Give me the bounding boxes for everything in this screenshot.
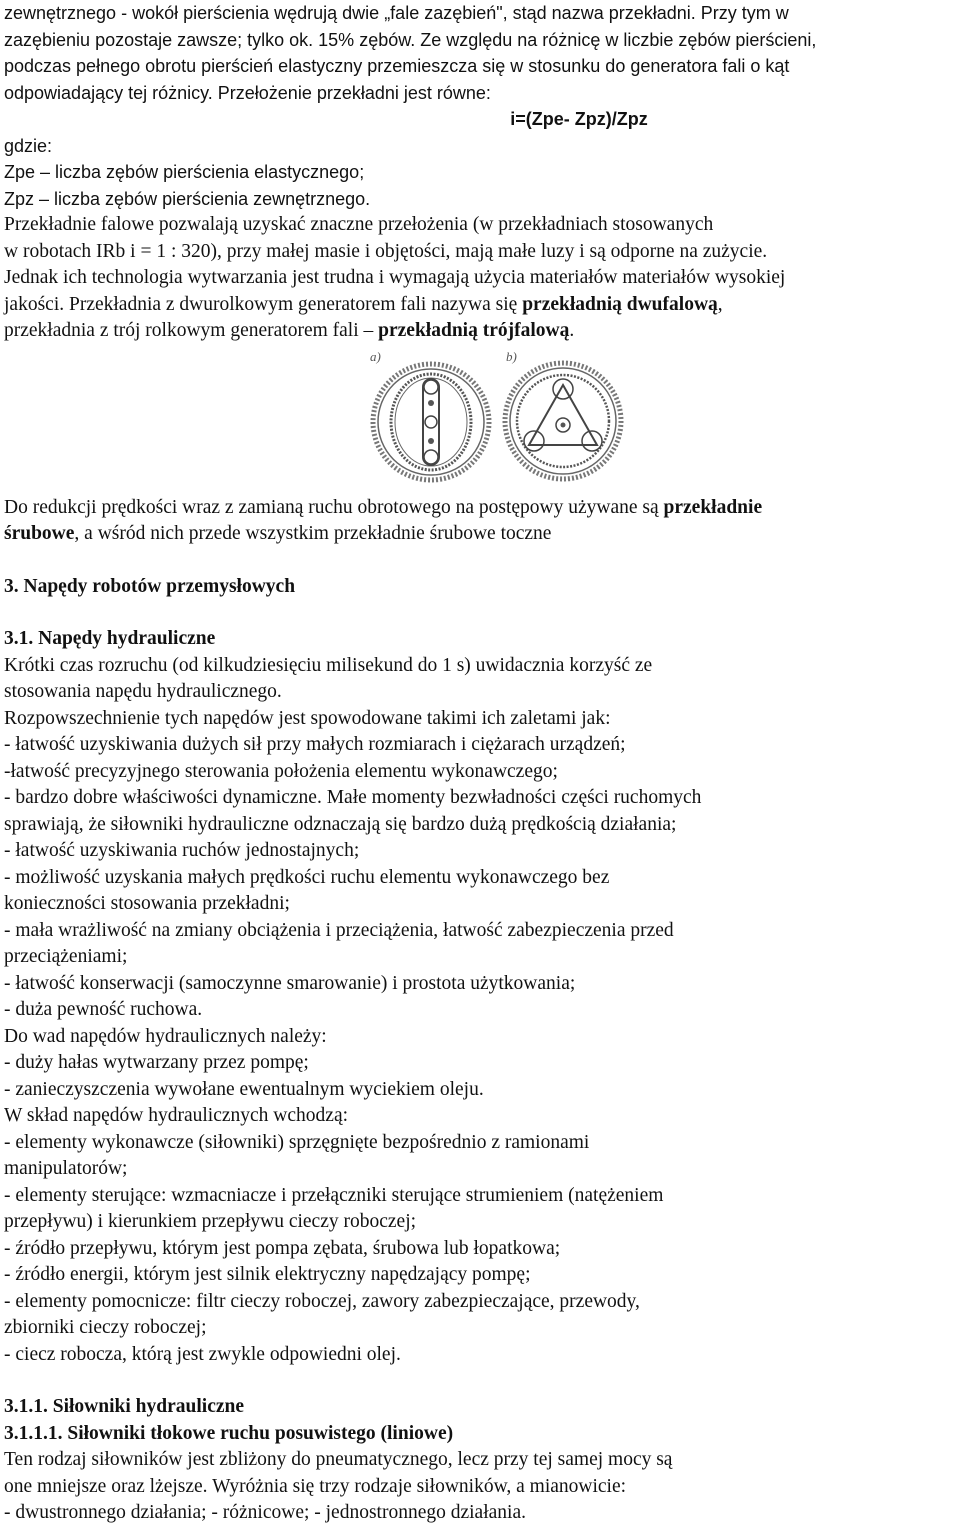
text-line: konieczności stosowania przekładni;	[4, 893, 290, 914]
figure-label-a: a)	[370, 348, 381, 364]
text-line: jakości. Przekładnia z dwurolkowym generatorem fali nazywa się przekładnią dwufalową,	[4, 293, 723, 315]
text-line: - elementy pomocnicze: filtr cieczy roboczej, zawory zabezpieczające, przewody,	[4, 1290, 640, 1312]
section-heading-3-1-1-1: 3.1.1.1. Siłowniki tłokowe ruchu posuwistego (liniowe)	[4, 1422, 454, 1444]
text-line: Do redukcji prędkości wraz z zamianą ruchu obrotowego na postępowy używane są przekładnie	[4, 496, 763, 518]
text-line: one mniejsze oraz lżejsze. Wyróżnia się trzy rodzaje siłowników, a mianowicie:	[4, 1475, 627, 1497]
text-line: zbiorniki cieczy roboczej;	[4, 1317, 207, 1338]
text-line: odpowiadający tej różnicy. Przełożenie przekładni jest równe:	[4, 82, 491, 103]
term-srubowe: śrubowe	[4, 523, 75, 544]
gear-ratio-formula: i=(Zpe- Zpz)/Zpz	[510, 109, 648, 129]
wave-gear-figure	[4, 347, 954, 487]
text-line: manipulatorów;	[4, 1158, 128, 1179]
text-line: Do wad napędów hydraulicznych należy:	[4, 1025, 327, 1047]
text-line: zewnętrznego - wokół pierścienia wędrują dwie „fale zazębień", stąd nazwa przekładni. Przy tym w	[4, 3, 789, 23]
text-line: - duża pewność ruchowa.	[4, 999, 203, 1020]
text-line: przepływu) i kierunkiem przepływu cieczy roboczej;	[4, 1211, 417, 1232]
text-line: - dwustronnego działania; - różnicowe; - jednostronnego działania.	[4, 1502, 526, 1523]
figure-label-b: b)	[506, 348, 517, 364]
text-line: -łatwość precyzyjnego sterowania położenia elementu wykonawczego;	[4, 760, 558, 782]
text-line: gdzie:	[4, 135, 53, 156]
text-line: zazębieniu pozostaje zawsze; tylko ok. 15% zębów. Ze względu na różnicę w liczbie zębów pierścieni,	[4, 29, 817, 50]
text-line: - duży hałas wytwarzany przez pompę;	[4, 1052, 309, 1073]
text-line: - ciecz robocza, którą jest zwykle odpowiedni olej.	[4, 1343, 401, 1365]
text-line: w robotach IRb i = 1 : 320), przy małej masie i objętości, mają małe luzy i są odporne na zużycie.	[4, 240, 768, 262]
text-line: śrubowe, a wśród nich przede wszystkim przekładnie śrubowe toczne	[4, 523, 552, 544]
text-line: stosowania napędu hydraulicznego.	[4, 681, 282, 702]
three-wave-gear-diagram	[498, 357, 628, 485]
hydraulic-drives-text	[4, 653, 954, 1369]
text-line: podczas pełnego obrotu pierścień elastyczny przemieszcza się w stosunku do generatora fali o kąt	[4, 56, 790, 76]
text-line: Przekładnie falowe pozwalają uzyskać znaczne przełożenia (w przekładniach stosowanych	[4, 214, 714, 235]
text-line: - łatwość uzyskiwania dużych sił przy małych rozmiarach i ciężarach urządzeń;	[4, 734, 626, 755]
section-heading-3: 3. Napędy robotów przemysłowych	[4, 575, 296, 597]
text-line: - bardzo dobre właściwości dynamiczne. Małe momenty bezwładności części ruchomych	[4, 787, 702, 808]
text-line: - łatwość uzyskiwania ruchów jednostajnych;	[4, 840, 360, 861]
two-wave-gear-diagram	[366, 359, 496, 485]
term-przekladnie: przekładnie	[663, 496, 763, 518]
text-line: W skład napędów hydraulicznych wchodzą:	[4, 1105, 349, 1126]
text-line: - mała wrażliwość na zmiany obciążenia i przeciążenia, łatwość zabezpieczenia przed	[4, 919, 674, 941]
text-line: przeciążeniami;	[4, 946, 128, 967]
text-line: Ten rodzaj siłowników jest zbliżony do pneumatycznego, lecz przy tej samej mocy są	[4, 1449, 673, 1470]
text-line: - łatwość konserwacji (samoczynne smarowanie) i prostota użytkowania;	[4, 972, 576, 994]
term-trojfalowa: przekładnią trójfalową	[378, 320, 570, 341]
text-line: sprawiają, że siłowniki hydrauliczne odznaczają się bardzo dużą prędkością działania;	[4, 813, 677, 835]
text-line: - źródło przepływu, którym jest pompa zębata, śrubowa lub łopatkowa;	[4, 1237, 561, 1259]
text-line: Zpe – liczba zębów pierścienia elastycznego;	[4, 162, 365, 182]
document-page	[4, 0, 954, 1527]
text-line: przekładnia z trój rolkowym generatorem fali – przekładnią trójfalową.	[4, 320, 575, 341]
section-heading-3-1-1: 3.1.1. Siłowniki hydrauliczne	[4, 1396, 244, 1417]
section-heading-3-1: 3.1. Napędy hydrauliczne	[4, 628, 216, 649]
text-line: Jednak ich technologia wytwarzania jest trudna i wymagają użycia materiałów materiałów wysokiej	[4, 267, 786, 288]
text-line: Krótki czas rozruchu (od kilkudziesięciu milisekund do 1 s) uwidacznia korzyść ze	[4, 654, 653, 676]
text-line: Zpz – liczba zębów pierścienia zewnętrznego.	[4, 188, 371, 209]
text-line: - źródło energii, którym jest silnik elektryczny napędzający pompę;	[4, 1264, 531, 1285]
text-line: - możliwość uzyskania małych prędkości ruchu elementu wykonawczego bez	[4, 866, 610, 888]
text-line: - elementy sterujące: wzmacniacze i przełączniki sterujące strumieniem (natężeniem	[4, 1184, 664, 1206]
text-line: - zanieczyszczenia wywołane ewentualnym wyciekiem oleju.	[4, 1078, 484, 1100]
term-dwufalowa: przekładnią dwufalową	[522, 293, 718, 315]
text-line: - elementy wykonawcze (siłowniki) sprzęgnięte bezpośrednio z ramionami	[4, 1131, 590, 1153]
text-line: Rozpowszechnienie tych napędów jest spowodowane takimi ich zaletami jak:	[4, 707, 611, 729]
